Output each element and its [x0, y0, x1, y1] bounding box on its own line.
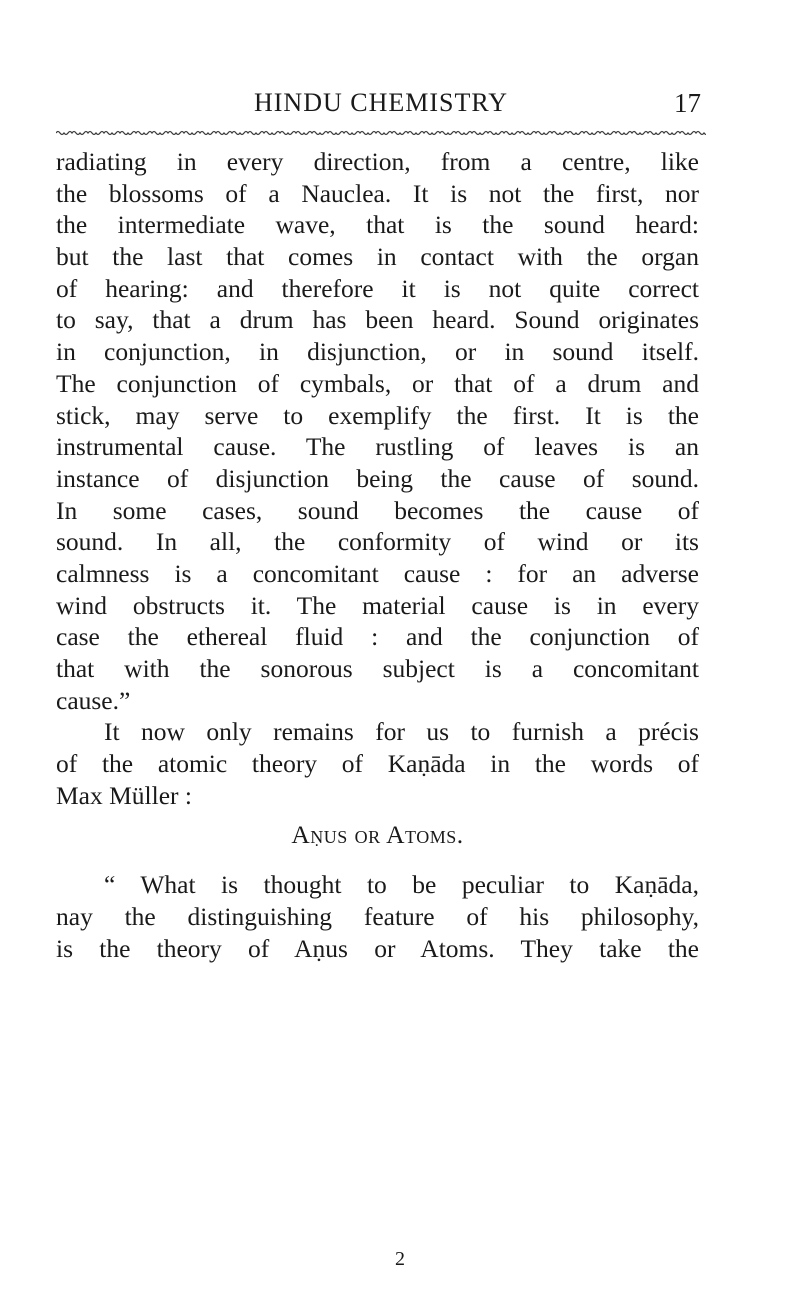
text-line: of hearing: and therefore it is not quite correct — [56, 273, 699, 303]
wavy-rule — [56, 128, 706, 138]
text-line: The conjunction of cymbals, or that of a drum and — [56, 368, 699, 398]
text-line: is the theory of Aṇus or Atoms. They take the — [56, 933, 699, 963]
text-line: cause.” — [56, 685, 131, 715]
text-line: instance of disjunction being the cause of sound. — [56, 463, 699, 493]
paragraph-3 — [56, 869, 699, 964]
text-line: wind obstructs it. The material cause is in every — [56, 590, 699, 620]
text-line: stick, may serve to exemplify the first. It is the — [56, 400, 699, 430]
text-line: sound. In all, the conformity of wind or its — [56, 527, 699, 557]
page-number: 17 — [674, 88, 701, 118]
section-heading: Aṇus or Atoms. — [291, 820, 464, 850]
signature-mark: 2 — [395, 1248, 405, 1270]
text-line: the blossoms of a Nauclea. It is not the first, nor — [56, 178, 699, 208]
text-line: of the atomic theory of Kaṇāda in the words of — [56, 749, 699, 779]
text-line: In some cases, sound becomes the cause of — [56, 495, 699, 525]
text-line: Max Müller : — [56, 780, 192, 810]
text-line: It now only remains for us to furnish a précis — [104, 717, 699, 747]
text-line: but the last that comes in contact with the organ — [56, 242, 699, 272]
text-line: instrumental cause. The rustling of leaves is an — [56, 432, 699, 462]
text-line: nay the distinguishing feature of his philosophy, — [56, 901, 699, 931]
running-head — [0, 88, 800, 124]
paragraph-2 — [56, 716, 699, 811]
text-line: radiating in every direction, from a centre, like — [56, 147, 699, 176]
paragraph-1 — [56, 146, 699, 716]
body-text — [56, 146, 699, 964]
text-line: the intermediate wave, that is the sound heard: — [56, 210, 699, 240]
text-line: that with the sonorous subject is a concomitant — [56, 654, 699, 683]
text-line: calmness is a concomitant cause : for an adverse — [56, 558, 699, 588]
text-line: in conjunction, in disjunction, or in sound itself. — [56, 337, 699, 367]
text-line: “ What is thought to be peculiar to Kaṇāda, — [104, 870, 699, 900]
text-line: case the ethereal fluid : and the conjunction of — [56, 622, 699, 652]
running-title: HINDU CHEMISTRY — [254, 88, 509, 117]
text-line: to say, that a drum has been heard. Sound originates — [56, 305, 699, 335]
